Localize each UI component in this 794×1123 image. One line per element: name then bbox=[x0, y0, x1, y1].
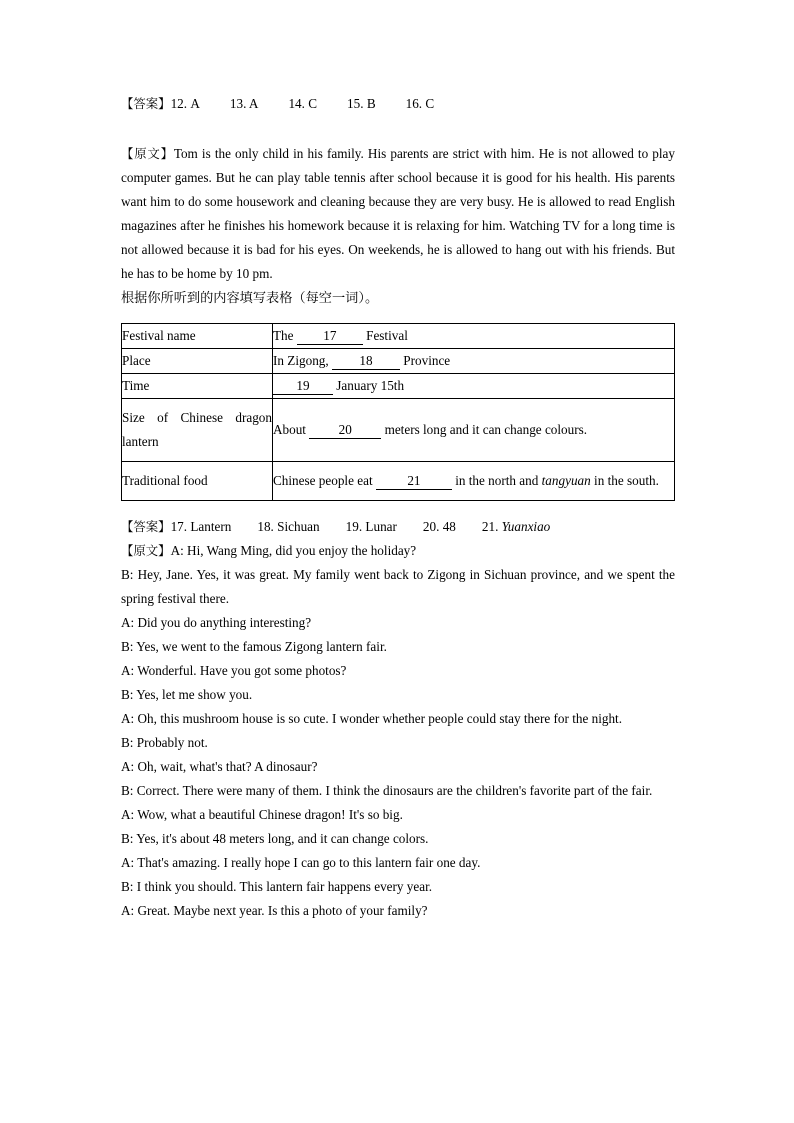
answer-item-13: 13. A bbox=[229, 96, 259, 111]
transcript-line-2 bbox=[121, 563, 675, 611]
answer-blank-20[interactable]: 20 bbox=[309, 421, 381, 439]
transcript-line-15 bbox=[121, 899, 675, 923]
answers-line-2 bbox=[121, 515, 675, 539]
transcript-line-10 bbox=[121, 779, 675, 803]
transcript-line-12 bbox=[121, 827, 675, 851]
value-italic-term: tangyuan bbox=[541, 473, 591, 488]
festival-info-table bbox=[121, 323, 675, 501]
table-row bbox=[122, 399, 675, 462]
table-cell-label: Festival name bbox=[122, 324, 273, 349]
dialogue-line-text: A: Wow, what a beautiful Chinese dragon! It's so big. bbox=[121, 807, 403, 822]
transcript-tag-1: 【原文】 bbox=[121, 146, 174, 161]
table-cell-value bbox=[273, 399, 675, 462]
value-before: In Zigong, bbox=[273, 353, 329, 368]
dialogue-line-text: B: Correct. There were many of them. I think the dinosaurs are the children's favorite part of the fair. bbox=[121, 783, 653, 798]
dialogue-line-text: B: Yes, it's about 48 meters long, and it can change colors. bbox=[121, 831, 429, 846]
spacer bbox=[121, 501, 675, 515]
answer-item-19: 19. Lunar bbox=[345, 519, 397, 534]
dialogue-line-text: B: I think you should. This lantern fair happens every year. bbox=[121, 879, 433, 894]
value-before: The bbox=[273, 328, 294, 343]
dialogue-line-text: A: Hi, Wang Ming, did you enjoy the holiday? bbox=[170, 543, 417, 558]
instruction-text: 根据你所听到的内容填写表格（每空一词）。 bbox=[121, 291, 379, 306]
answer-item-21-prefix: 21. bbox=[481, 519, 502, 534]
transcript-body-1: Tom is the only child in his family. His parents are strict with him. He is not allowed to play computer games. But he can play table tennis after school because it is good for his health. His parents want him to do some housework and cleaning because they are very busy. He is allowed to read English magazines after he finishes his homework because it is relaxing for him. Watching TV for a long time is not allowed because it is bad for his eyes. On weekends, he is allowed to hang out with his friends. But he has to be home by 10 pm. bbox=[121, 146, 676, 281]
transcript-line-7 bbox=[121, 707, 675, 731]
answer-blank-18[interactable]: 18 bbox=[332, 352, 400, 370]
answer-item-14: 14. C bbox=[288, 96, 318, 111]
transcript-line-4 bbox=[121, 635, 675, 659]
answer-item-20: 20. 48 bbox=[422, 519, 456, 534]
transcript-line-9 bbox=[121, 755, 675, 779]
answer-item-21-value: Yuanxiao bbox=[501, 519, 551, 534]
value-before: Chinese people eat bbox=[273, 473, 373, 488]
table-row bbox=[122, 349, 675, 374]
table-cell-value bbox=[273, 349, 675, 374]
answer-item-17: 17. Lantern bbox=[170, 519, 232, 534]
answer-blank-21[interactable]: 21 bbox=[376, 472, 452, 490]
answer-item-15: 15. B bbox=[347, 96, 376, 111]
page-content bbox=[121, 92, 675, 923]
table-row bbox=[122, 374, 675, 399]
spacer bbox=[121, 311, 675, 323]
answer-item-18: 18. Sichuan bbox=[257, 519, 320, 534]
table-cell-value bbox=[273, 462, 675, 501]
table-row bbox=[122, 462, 675, 501]
transcript-line-11 bbox=[121, 803, 675, 827]
instruction-line bbox=[121, 286, 675, 311]
answers-line-1 bbox=[121, 92, 675, 116]
answer-blank-17[interactable]: 17 bbox=[297, 327, 363, 345]
dialogue-line-text: B: Yes, we went to the famous Zigong lantern fair. bbox=[121, 639, 387, 654]
dialogue-line-text: B: Hey, Jane. Yes, it was great. My family went back to Zigong in Sichuan province, and we spent the spring festival there. bbox=[121, 567, 675, 606]
value-after: Festival bbox=[366, 328, 408, 343]
transcript-line-1 bbox=[121, 539, 675, 563]
transcript-line-6 bbox=[121, 683, 675, 707]
transcript-line-14 bbox=[121, 875, 675, 899]
transcript-paragraph-1 bbox=[121, 142, 675, 286]
value-after: meters long and it can change colours. bbox=[384, 422, 588, 437]
transcript-line-5 bbox=[121, 659, 675, 683]
answer-item-16: 16. C bbox=[405, 96, 435, 111]
dialogue-line-text: A: That's amazing. I really hope I can go to this lantern fair one day. bbox=[121, 855, 481, 870]
dialogue-line-text: A: Great. Maybe next year. Is this a photo of your family? bbox=[121, 903, 428, 918]
value-tail: in the south. bbox=[594, 473, 659, 488]
table-cell-label: Size of Chinese dragon lantern bbox=[122, 399, 273, 462]
dialogue-line-text: A: Oh, wait, what's that? A dinosaur? bbox=[121, 759, 318, 774]
value-after: in the north and bbox=[455, 473, 539, 488]
dialogue-line-text: B: Yes, let me show you. bbox=[121, 687, 253, 702]
table-cell-value bbox=[273, 374, 675, 399]
value-before: About bbox=[273, 422, 306, 437]
table-cell-label: Place bbox=[122, 349, 273, 374]
transcript-line-8 bbox=[121, 731, 675, 755]
answer-tag-2: 【答案】 bbox=[121, 519, 171, 534]
table-cell-value bbox=[273, 324, 675, 349]
dialogue-line-text: B: Probably not. bbox=[121, 735, 208, 750]
dialogue-line-text: A: Oh, this mushroom house is so cute. I wonder whether people could stay there for the night. bbox=[121, 711, 623, 726]
transcript-line-3 bbox=[121, 611, 675, 635]
answer-blank-19[interactable]: 19 bbox=[273, 377, 333, 395]
spacer bbox=[121, 116, 675, 142]
answer-tag-1: 【答案】 bbox=[121, 96, 171, 111]
table-cell-label: Time bbox=[122, 374, 273, 399]
transcript-line-13 bbox=[121, 851, 675, 875]
dialogue-line-text: A: Did you do anything interesting? bbox=[121, 615, 312, 630]
value-after: Province bbox=[403, 353, 451, 368]
answer-item-12: 12. A bbox=[170, 96, 200, 111]
table-cell-label: Traditional food bbox=[122, 462, 273, 501]
table-row bbox=[122, 324, 675, 349]
transcript-tag-2: 【原文】 bbox=[121, 543, 171, 558]
value-after: January 15th bbox=[336, 378, 405, 393]
dialogue-line-text: A: Wonderful. Have you got some photos? bbox=[121, 663, 347, 678]
